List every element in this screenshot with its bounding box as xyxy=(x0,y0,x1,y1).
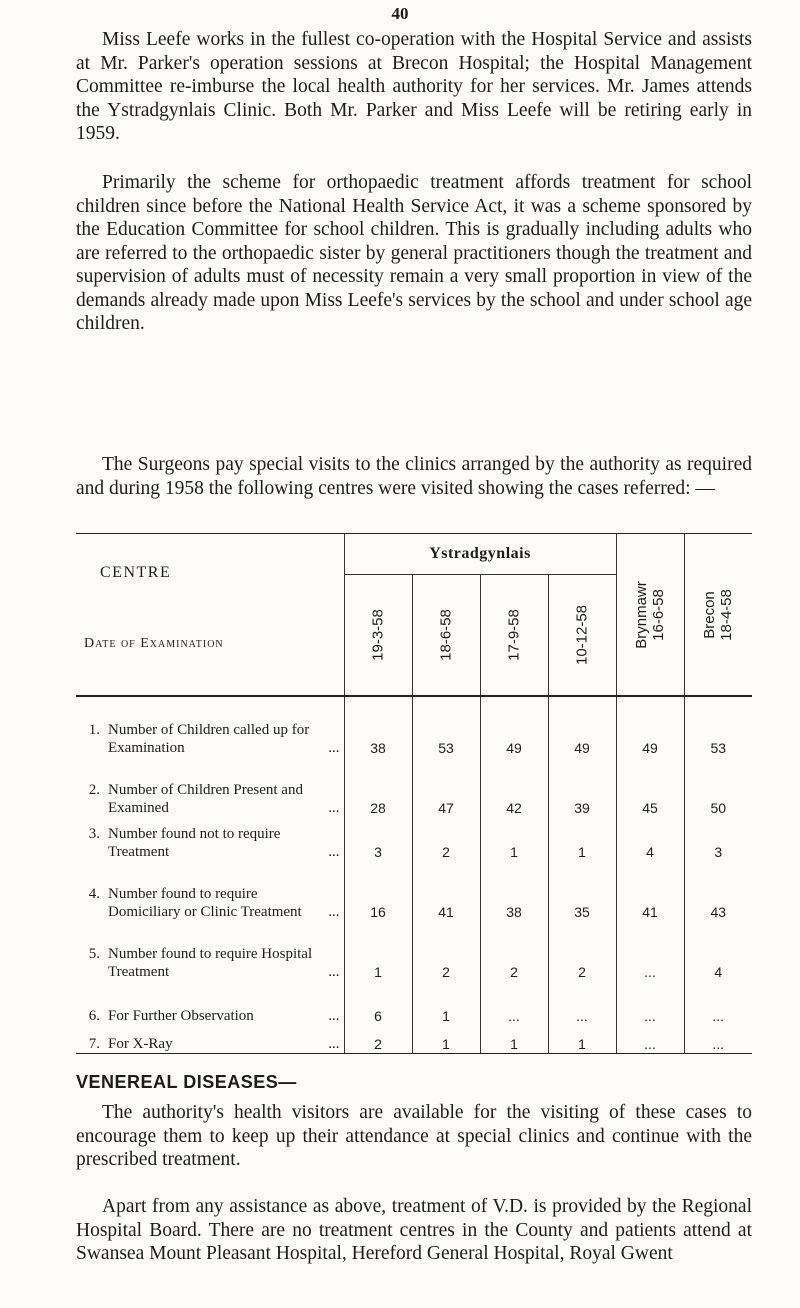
row-number: 6. xyxy=(88,1008,100,1024)
table-cell: ... xyxy=(684,981,752,1025)
column-header-ystradgynlais-4 xyxy=(548,575,616,697)
table-cell: 43 xyxy=(684,861,752,921)
row-label xyxy=(76,981,344,1025)
row-text: Number found not to require Treatment xyxy=(108,826,281,860)
row-number: 1. xyxy=(88,722,100,738)
column-date: 10-12-58 xyxy=(573,604,591,666)
row-label xyxy=(76,861,344,921)
table-cell: ... xyxy=(480,981,548,1025)
paragraph-orthopaedic-scheme: Primarily the scheme for orthopaedic treatment affords treatment for school children since before the National Health Service Act, it was a scheme sponsored by the Education Committee for school children. This is gradually including adults who are referred to the orthopaedic sister by general practitioners though the treatment and supervision of adults must of necessity remain a very small proportion in view of the demands already made upon Miss Leefe's services by the school and under school age children. xyxy=(76,172,752,334)
table-cell: 3 xyxy=(684,817,752,861)
paragraph-health-visitors: The authority's health visitors are available for the visiting of these cases to encourage them to keep up their attendance at special clinics and continue with the prescribed treatment. xyxy=(76,1102,752,1170)
table-cell: 3 xyxy=(344,817,412,861)
table-cell: 6 xyxy=(344,981,412,1025)
row-label xyxy=(76,757,344,817)
date-of-examination-label: Date of Examination xyxy=(84,636,224,651)
column-date: 17-9-58 xyxy=(505,609,523,661)
table-cell: 41 xyxy=(412,861,480,921)
row-label xyxy=(76,1025,344,1054)
table-cell: 1 xyxy=(344,921,412,981)
table-cell: 1 xyxy=(548,817,616,861)
table-cell: ... xyxy=(684,1025,752,1054)
table-cell: 38 xyxy=(480,861,548,921)
table-cell: ... xyxy=(616,1025,684,1054)
row-dots: ... xyxy=(328,904,340,920)
paragraph-orthopaedic-staff: Miss Leefe works in the fullest co-operation with the Hospital Service and assists at Mr. Parker's operation sessions at Brecon Hospital; the Hospital Management Committee re-imburse the local health authority for her services. Mr. James attends the Ystradgynlais Clinic. Both Mr. Parker and Miss Leefe will be retiring early in 1959. xyxy=(76,29,752,144)
table-row xyxy=(76,981,752,1025)
row-label xyxy=(76,696,344,757)
row-text: Number found to require Domiciliary or Clinic Treatment xyxy=(108,886,302,920)
row-dots: ... xyxy=(328,964,340,980)
table-cell: 45 xyxy=(616,757,684,817)
table-cell: 49 xyxy=(548,696,616,757)
table-cell: 1 xyxy=(480,1025,548,1054)
column-header-ystradgynlais-2 xyxy=(412,575,480,697)
row-text: For X-Ray xyxy=(108,1036,173,1052)
row-number: 4. xyxy=(88,886,100,902)
page-number: 40 xyxy=(391,4,409,23)
table-cell: 4 xyxy=(684,921,752,981)
table-cell: 42 xyxy=(480,757,548,817)
table-row xyxy=(76,696,752,757)
row-text: Number of Children Present and Examined xyxy=(108,782,303,816)
row-label xyxy=(76,921,344,981)
row-number: 5. xyxy=(88,946,100,962)
column-header-brecon xyxy=(684,534,752,697)
table-cell: 1 xyxy=(480,817,548,861)
centres-visited-table xyxy=(76,533,752,1054)
table-cell: 2 xyxy=(548,921,616,981)
row-text: Number found to require Hospital Treatment xyxy=(108,946,313,980)
table-cell: ... xyxy=(548,981,616,1025)
row-text: For Further Observation xyxy=(108,1008,254,1024)
centre-label: CENTRE xyxy=(100,564,172,581)
table-cell: 49 xyxy=(480,696,548,757)
table-cell: 16 xyxy=(344,861,412,921)
table-cell: 1 xyxy=(412,981,480,1025)
table-cell: 4 xyxy=(616,817,684,861)
row-dots: ... xyxy=(328,800,340,816)
column-date-brynmawr: 16-6-58 xyxy=(650,588,667,641)
table-corner-header xyxy=(76,534,344,697)
table-cell: 2 xyxy=(412,817,480,861)
table-cell: ... xyxy=(616,921,684,981)
table-cell: 1 xyxy=(548,1025,616,1054)
column-header-ystradgynlais-3 xyxy=(480,575,548,697)
column-centre-brecon: Brecon xyxy=(701,590,719,639)
table-cell: 38 xyxy=(344,696,412,757)
table-cell: 50 xyxy=(684,757,752,817)
column-header-brynmawr xyxy=(616,534,684,697)
table-cell: 1 xyxy=(412,1025,480,1054)
row-dots: ... xyxy=(328,1008,340,1024)
section-heading-venereal-diseases: VENEREAL DISEASES— xyxy=(76,1072,297,1092)
table-row xyxy=(76,817,752,861)
row-dots: ... xyxy=(328,740,340,756)
table-row xyxy=(76,1025,752,1054)
row-text: Number of Children called up for Examination xyxy=(108,722,310,756)
table-cell: 53 xyxy=(412,696,480,757)
row-number: 3. xyxy=(88,826,100,842)
table-row xyxy=(76,921,752,981)
table-row xyxy=(76,861,752,921)
table-cell: 39 xyxy=(548,757,616,817)
column-header-ystradgynlais-1 xyxy=(344,575,412,697)
table-cell: 49 xyxy=(616,696,684,757)
column-date-brecon: 18-4-58 xyxy=(718,588,736,641)
table-cell: 47 xyxy=(412,757,480,817)
paragraph-surgeon-visits: The Surgeons pay special visits to the clinics arranged by the authority as required and during 1958 the following centres were visited showing the cases referred: — xyxy=(76,454,752,499)
table-cell: ... xyxy=(616,981,684,1025)
row-dots: ... xyxy=(328,844,340,860)
row-number: 7. xyxy=(88,1036,100,1052)
table-cell: 28 xyxy=(344,757,412,817)
column-date: 19-3-58 xyxy=(369,609,387,661)
paragraph-vd-treatment: Apart from any assistance as above, treatment of V.D. is provided by the Regional Hospital Board. There are no treatment centres in the County and patients attend at Swansea Mount Pleasant Hospital, Hereford General Hospital, Royal Gwent xyxy=(76,1196,752,1264)
column-centre-brynmawr: Brynmawr xyxy=(633,580,650,649)
row-number: 2. xyxy=(88,782,100,798)
table-cell: 35 xyxy=(548,861,616,921)
table-row xyxy=(76,757,752,817)
table-cell: 2 xyxy=(480,921,548,981)
ystradgynlais-group-header: Ystradgynlais xyxy=(344,534,616,575)
row-dots: ... xyxy=(328,1036,340,1052)
column-date: 18-6-58 xyxy=(437,609,455,661)
table-cell: 41 xyxy=(616,861,684,921)
table-cell: 2 xyxy=(412,921,480,981)
table-cell: 53 xyxy=(684,696,752,757)
row-label xyxy=(76,817,344,861)
table-cell: 2 xyxy=(344,1025,412,1054)
